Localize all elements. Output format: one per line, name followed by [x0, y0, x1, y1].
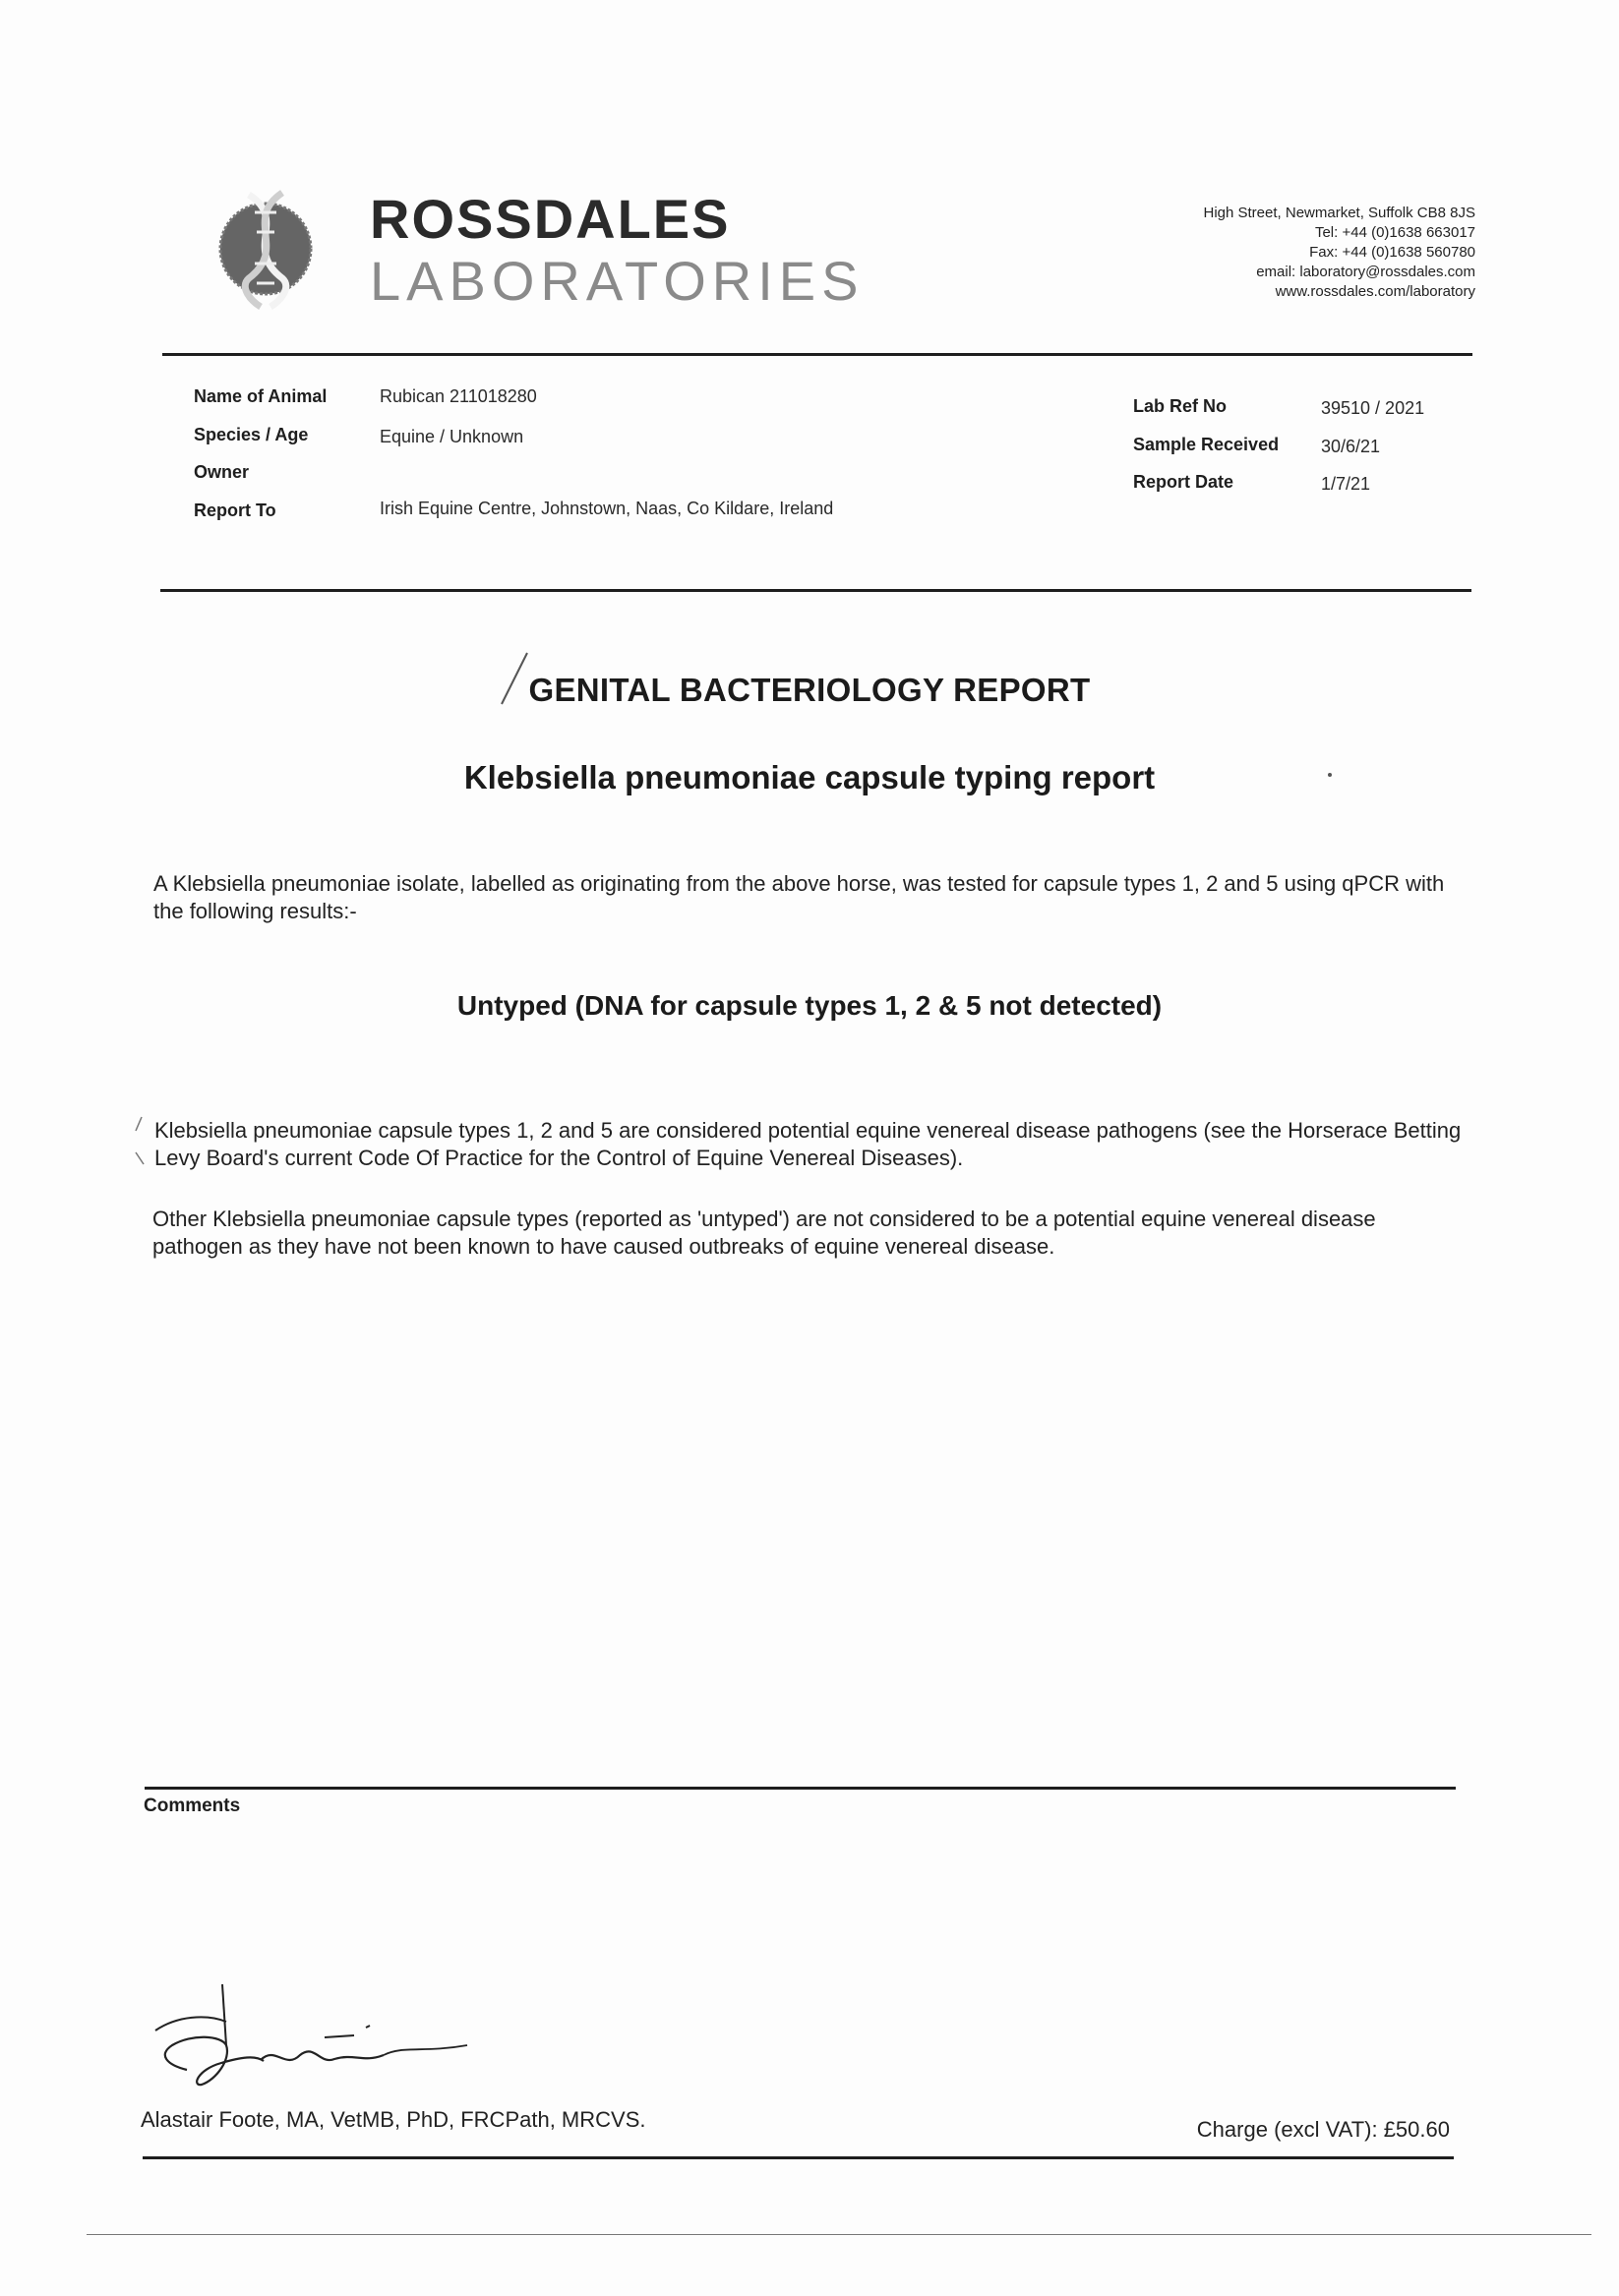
species-age-value: Equine / Unknown [380, 427, 524, 446]
address-web: www.rossdales.com/laboratory [1275, 283, 1475, 300]
details-divider [160, 589, 1471, 592]
brand-name: ROSSDALES [370, 188, 731, 250]
header-divider [162, 353, 1472, 356]
lab-address [1121, 204, 1475, 302]
sample-received-label: Sample Received [1133, 435, 1280, 454]
note-paragraph-1: Klebsiella pneumoniae capsule types 1, 2 and 5 are considered potential equine venereal disease pathogens (see the Horserace Betting Levy Board's current Code Of Practice for the Control of Equine Venereal Diseases). [154, 1118, 1462, 1170]
dna-helix-logo-icon [211, 185, 320, 313]
report-date-label: Report Date [1133, 472, 1234, 492]
test-result: Untyped (DNA for capsule types 1, 2 & 5 not detected) [456, 990, 1163, 1021]
footer-divider [143, 2156, 1454, 2159]
comments-label: Comments [144, 1796, 241, 1816]
address-fax: Fax: +44 (0)1638 560780 [1309, 244, 1475, 261]
lab-ref-value: 39510 / 2021 [1321, 398, 1425, 418]
page-bottom-edge [87, 2234, 1591, 2235]
intro-paragraph: A Klebsiella pneumoniae isolate, labelled as originating from the above horse, was tested for capsule types 1, 2 and 5 using qPCR with the following results:- [153, 871, 1445, 923]
owner-label: Owner [194, 462, 250, 482]
scan-dot-mark [1326, 771, 1334, 779]
lab-ref-label: Lab Ref No [1133, 396, 1228, 416]
signatory-name: Alastair Foote, MA, VetMB, PhD, FRCPath, MRCVS. [141, 2107, 646, 2132]
address-email: email: laboratory@rossdales.com [1256, 264, 1475, 280]
report-date-value: 1/7/21 [1321, 474, 1371, 494]
report-to-value: Irish Equine Centre, Johnstown, Naas, Co Kildare, Ireland [380, 499, 834, 518]
note-paragraph-2: Other Klebsiella pneumoniae capsule types (reported as 'untyped') are not considered to be a potential equine venereal disease pathogen as they have not been known to have caused outbreaks of equine venereal disease. [152, 1207, 1376, 1259]
report-to-label: Report To [194, 500, 276, 520]
sample-received-value: 30/6/21 [1321, 437, 1381, 456]
report-title: GENITAL BACTERIOLOGY REPORT [528, 672, 1091, 708]
comments-divider [145, 1787, 1456, 1790]
name-of-animal-label: Name of Animal [194, 386, 328, 406]
address-street: High Street, Newmarket, Suffolk CB8 8JS [1203, 205, 1475, 221]
name-of-animal-value: Rubican 211018280 [380, 386, 537, 406]
address-tel: Tel: +44 (0)1638 663017 [1314, 224, 1475, 241]
species-age-label: Species / Age [194, 425, 309, 444]
signature-image [148, 1976, 482, 2094]
charge-amount: Charge (excl VAT): £50.60 [1196, 2117, 1450, 2142]
scan-tick-mark [132, 1113, 146, 1172]
report-subtitle: Klebsiella pneumoniae capsule typing report [463, 759, 1156, 795]
brand-subtitle: LABORATORIES [370, 250, 865, 312]
